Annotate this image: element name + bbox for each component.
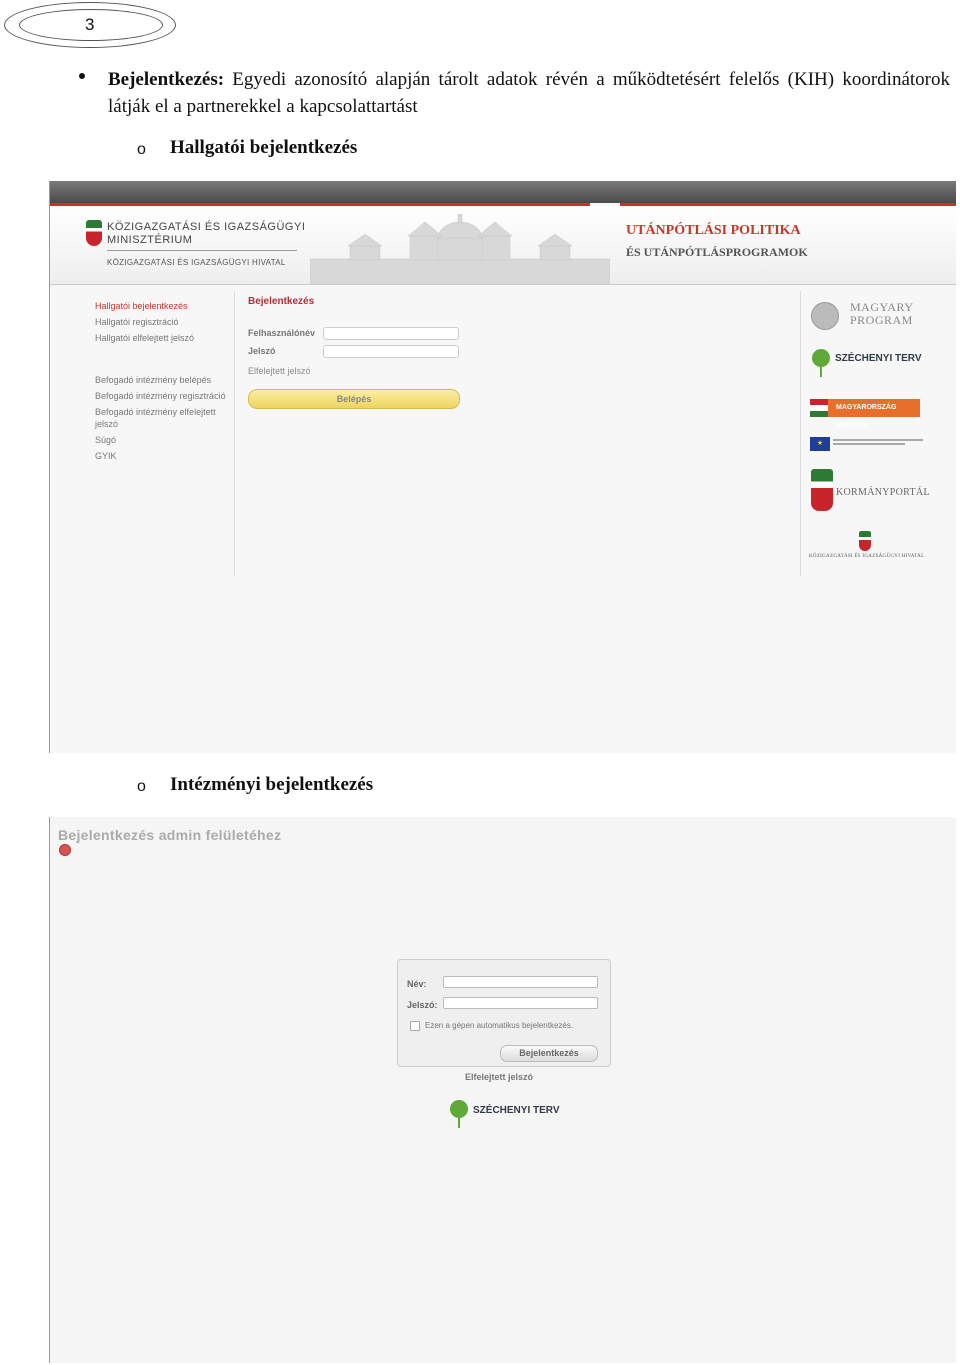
page-number: 3 [85,15,95,34]
admin-name-label: Név: [407,979,427,989]
magyary-line1: MAGYARY [850,300,914,314]
eu-flag-icon: ★ [810,437,830,451]
forgot-password-link[interactable]: Elfelejtett jelszó [248,366,311,376]
parliament-illustration [310,214,610,284]
browser-top-bar [50,181,956,203]
magyary-program-logo[interactable] [850,301,914,327]
warning-icon [59,844,71,856]
sub-bullet-marker-2: o [137,778,146,795]
hivatal-crest-icon [859,531,871,551]
magyary-logo-icon [811,302,839,330]
szechenyi-pin-icon-2 [450,1100,468,1118]
hivatal-logo[interactable]: KÖZIGAZGATÁSI ÉS IGAZSÁGÜGYI HIVATAL [809,554,925,559]
side-menu [95,300,230,462]
menu-student-registration[interactable]: Hallgatói regisztráció [95,317,179,327]
student-login-screenshot [49,181,956,753]
szechenyi-terv-logo-2[interactable]: SZÉCHENYI TERV [473,1105,560,1116]
menu-institution-login[interactable]: Befogadó intézmény belépés [95,375,212,385]
menu-help[interactable]: Súgó [95,435,117,445]
bullet-text: Egyedi azonosító alapján tárolt adatok révén a működtetésért felelős (KIH) koordinátorok látják el a partnerekkel a kapcsolattartást [108,69,950,117]
menu-faq[interactable]: GYIK [95,451,117,461]
admin-login-screenshot [49,817,956,1363]
ministry-line2: MINISZTÉRIUM [107,234,193,246]
login-button[interactable]: Belépés [248,389,460,409]
section-title-institution: Intézményi bejelentkezés [170,774,374,795]
password-input[interactable] [323,345,459,358]
menu-institution-registration[interactable]: Befogadó intézmény regisztráció [95,391,226,401]
admin-password-label: Jelszó: [407,1000,438,1010]
szechenyi-pin-icon [812,349,830,367]
site-header [50,206,956,285]
magyary-line2: PROGRAM [850,313,913,327]
admin-password-input[interactable] [443,997,598,1009]
bullet-icon [79,73,85,79]
kormanyportal-crest-icon [811,469,833,511]
login-form-title: Bejelentkezés [248,296,315,307]
auto-login-checkbox[interactable] [410,1021,420,1031]
ministry-name [107,221,305,247]
admin-forgot-password-link[interactable]: Elfelejtett jelszó [465,1072,534,1082]
bullet-paragraph [108,66,950,120]
hungary-renews-banner[interactable]: MAGYARORSZÁG MEGÚJUL [810,399,920,417]
sub-bullet-marker: o [137,141,146,158]
office-name: KÖZIGAZGATÁSI ÉS IGAZSÁGÜGYI HIVATAL [107,258,286,267]
admin-name-input[interactable] [443,976,598,988]
szechenyi-terv-logo[interactable]: SZÉCHENYI TERV [835,353,922,364]
right-divider [800,291,801,576]
admin-login-box [397,959,611,1067]
ministry-line1: KÖZIGAZGATÁSI ÉS IGAZSÁGÜGYI [107,221,306,233]
menu-student-login[interactable]: Hallgatói bejelentkezés [95,301,188,311]
page-number-frame [4,2,176,48]
admin-login-title: Bejelentkezés admin felületéhez [58,827,282,843]
menu-student-forgot-password[interactable]: Hallgatói elfelejtett jelszó [95,333,195,343]
site-title-line2: ÉS UTÁNPÓTLÁSPROGRAMOK [626,245,808,259]
bullet-bold-term: Bejelentkezés: [108,69,225,90]
site-title-line1: UTÁNPÓTLÁSI POLITIKA [626,223,801,238]
kormanyportal-logo[interactable]: KORMÁNYPORTÁL [836,487,930,498]
hungarian-flag-overlay-icon [810,399,828,417]
menu-divider [234,291,235,576]
eu-funding-note [833,437,923,449]
menu-institution-forgot-password[interactable]: Befogadó intézmény elfelejtett jelszó [95,407,216,429]
password-label: Jelszó [248,346,276,356]
username-input[interactable] [323,327,459,340]
auto-login-label: Ezen a gépen automatikus bejelentkezés. [425,1021,574,1030]
admin-login-button[interactable]: Bejelentkezés [500,1045,598,1062]
ministry-divider [107,250,297,251]
coat-of-arms-icon [86,220,102,246]
username-label: Felhasználónév [248,328,316,338]
section-title-student: Hallgatói bejelentkezés [170,137,358,158]
